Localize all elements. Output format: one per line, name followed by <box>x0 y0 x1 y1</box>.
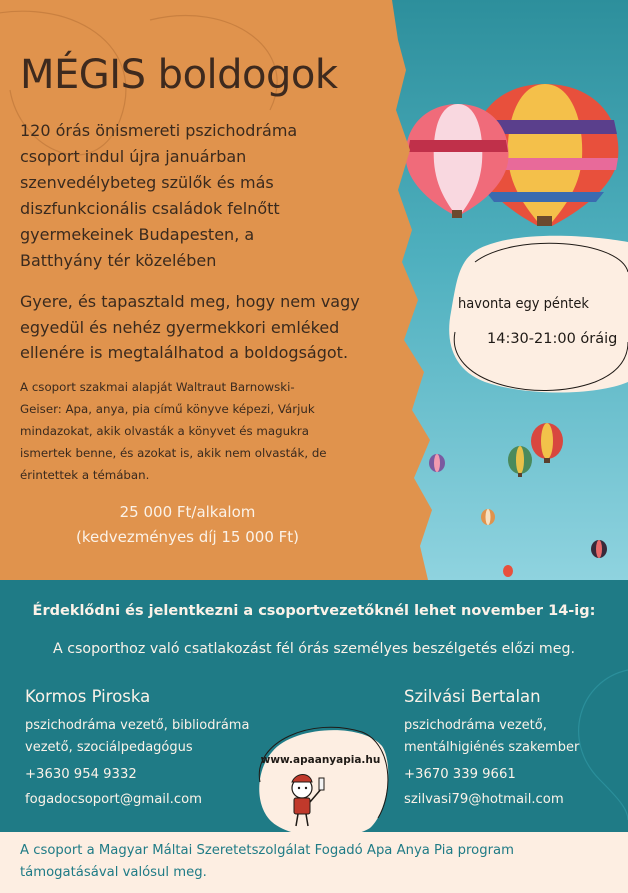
footer-line: A csoport a Magyar Máltai Szeretetszolgálat Fogadó Apa Anya Pia program <box>20 843 514 858</box>
page-title: MÉGIS boldogok <box>20 52 338 98</box>
signup-deadline: Érdeklődni és jelentkezni a csoportvezetőknél lehet november 14-ig: <box>32 603 596 619</box>
contact-phone[interactable]: +3630 954 9332 <box>25 767 137 782</box>
price-regular: 25 000 Ft/alkalom <box>119 503 256 521</box>
footer-line: támogatásával valósul meg. <box>20 865 207 880</box>
book-line: mindazokat, akik olvasták a könyvet és magukra <box>20 424 309 438</box>
book-line: ismertek benne, és azokat is, akik nem olvasták, de <box>20 446 327 460</box>
interview-note: A csoporthoz való csatlakozást fél órás személyes beszélgetés előzi meg. <box>53 641 575 657</box>
contact-email[interactable]: fogadocsoport@gmail.com <box>25 792 202 807</box>
invite-line: Gyere, és tapasztald meg, hogy nem vagy <box>20 292 360 311</box>
book-text <box>20 376 380 486</box>
contact-role <box>25 715 285 759</box>
intro-line: 120 órás önismereti pszichodráma <box>20 121 298 140</box>
schedule-blob <box>445 232 628 397</box>
invite-line: egyedül és nehéz gyermekkori emléked <box>20 317 340 337</box>
website-badge <box>252 722 390 840</box>
price-discount: (kedvezményes díj 15 000 Ft) <box>75 528 299 546</box>
contact-role <box>404 715 624 759</box>
intro-text <box>20 118 400 274</box>
price-info <box>20 500 355 550</box>
invite-text <box>20 289 400 366</box>
intro-line: Batthyány tér közelében <box>20 251 217 270</box>
schedule-frequency: havonta egy péntek <box>458 296 589 312</box>
invite-line: ellenére is megtalálhatod a boldogságot. <box>20 343 349 362</box>
website-link[interactable]: www.apaanyapia.hu <box>260 754 381 766</box>
intro-line: szenvedélybeteg szülők és más <box>20 173 274 192</box>
book-line: A csoport szakmai alapját Waltraut Barnowski- <box>20 380 295 394</box>
intro-line: diszfunkcionális családok felnőtt <box>20 199 280 218</box>
footer-text <box>20 840 580 884</box>
contact-role-line: mentálhigiénés szakember <box>404 740 580 755</box>
book-line: Geiser: Apa, anya, pia című könyve képezi, Várjuk <box>20 402 315 416</box>
intro-line: gyermekeinek Budapesten, a <box>20 225 255 244</box>
contact-phone[interactable]: +3670 339 9661 <box>404 767 516 782</box>
intro-line: csoport indul újra januárban <box>20 147 247 166</box>
contact-name: Szilvási Bertalan <box>404 687 541 706</box>
contact-role-line: pszichodráma vezető, <box>404 718 547 733</box>
contact-role-line: pszichodráma vezető, bibliodráma <box>25 718 250 733</box>
schedule-time: 14:30-21:00 óráig <box>487 331 618 347</box>
contact-role-line: vezető, szociálpedagógus <box>25 740 193 755</box>
contact-email[interactable]: szilvasi79@hotmail.com <box>404 792 564 807</box>
contact-name: Kormos Piroska <box>25 687 151 706</box>
book-line: érintettek a témában. <box>20 468 150 482</box>
